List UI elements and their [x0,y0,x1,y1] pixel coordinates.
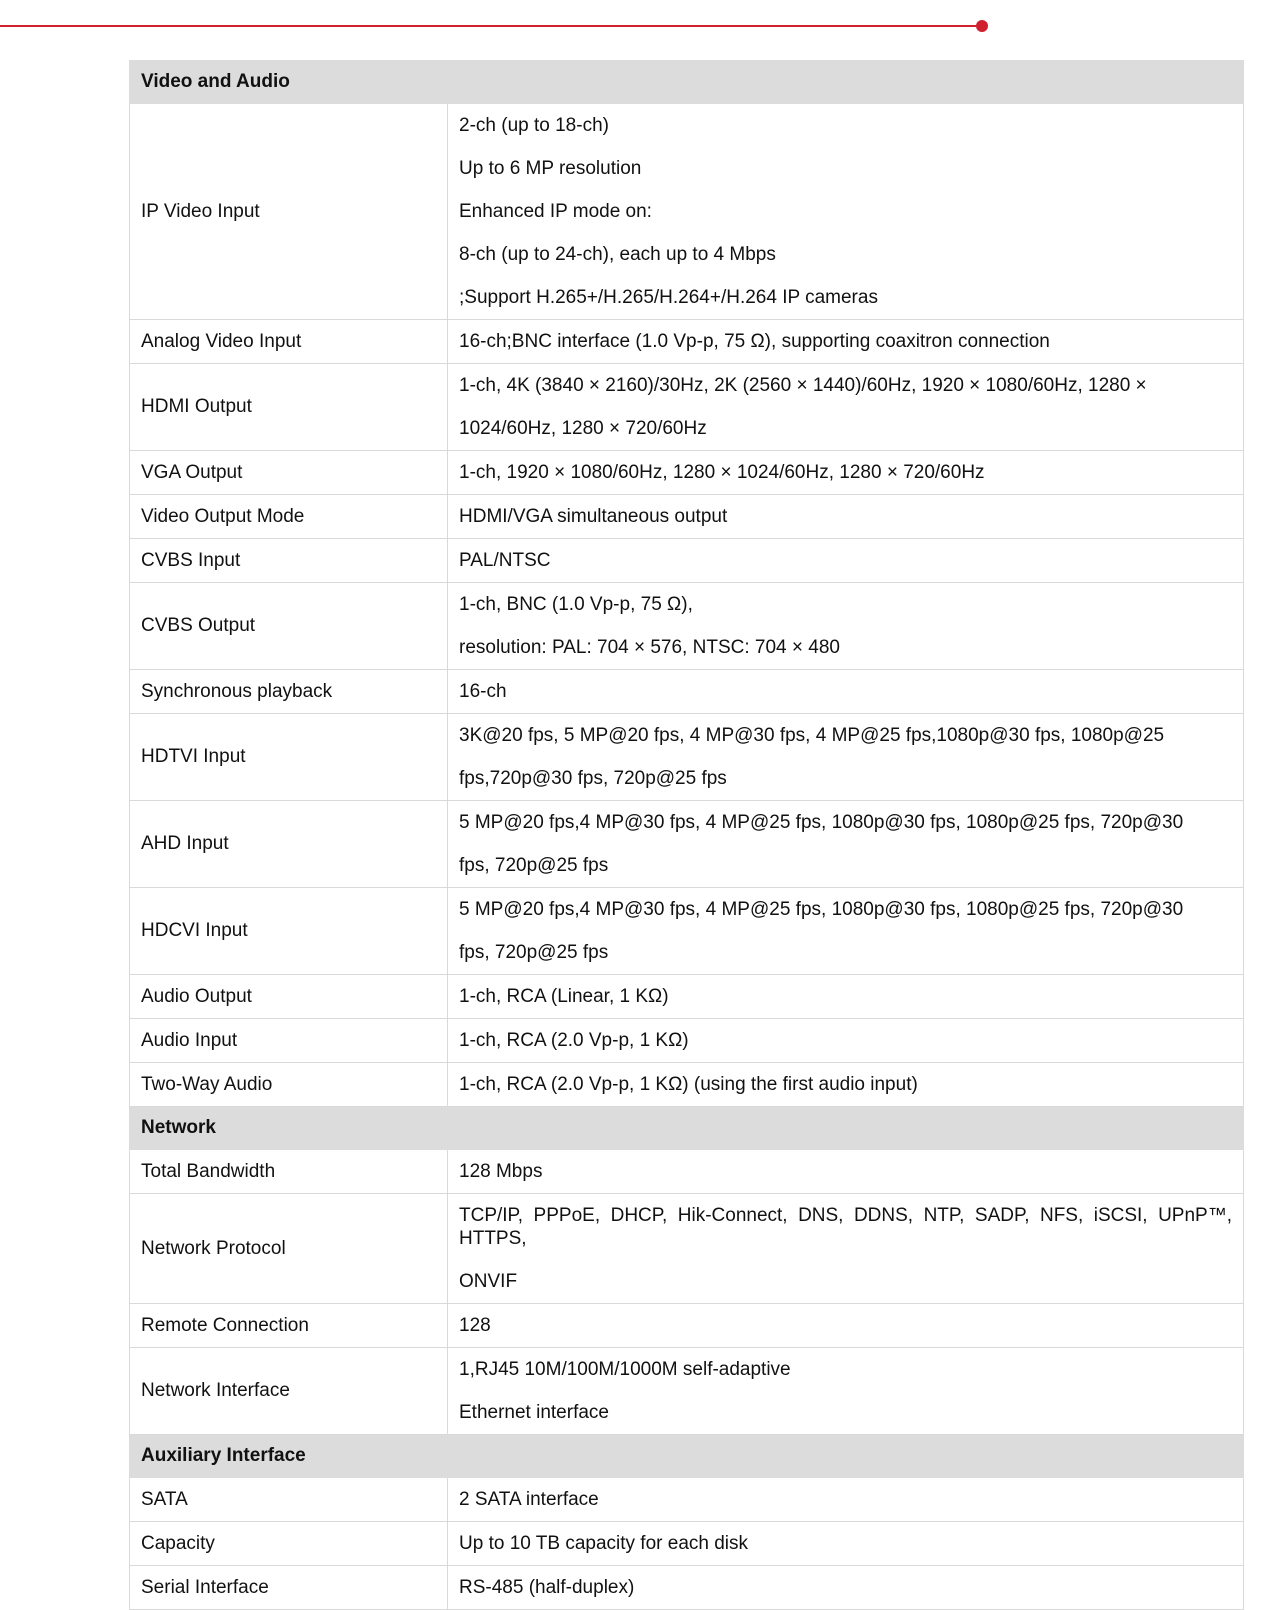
spec-label: Audio Input [130,1019,448,1063]
spec-label: Remote Connection [130,1304,448,1348]
spec-row [130,495,1244,539]
spec-row [130,1566,1244,1610]
spec-label: Audio Output [130,975,448,1019]
spec-value [448,1566,1244,1610]
spec-label: Serial Interface [130,1566,448,1610]
spec-label: HDCVI Input [130,888,448,975]
spec-value [448,104,1244,320]
spec-value-line: Ethernet interface [459,1402,609,1423]
spec-value-line: RS-485 (half-duplex) [459,1577,635,1598]
spec-label: Two-Way Audio [130,1063,448,1107]
spec-value-line: 1-ch, RCA (2.0 Vp-p, 1 KΩ) [459,1030,689,1051]
spec-row [130,320,1244,364]
section-header [130,1107,1244,1150]
spec-label: HDTVI Input [130,714,448,801]
section-header [130,61,1244,104]
spec-value [448,364,1244,451]
spec-label: AHD Input [130,801,448,888]
spec-value-line: 1,RJ45 10M/100M/1000M self-adaptive [459,1359,791,1380]
spec-value-line: fps,720p@30 fps, 720p@25 fps [459,768,727,789]
spec-value-line: resolution: PAL: 704 × 576, NTSC: 704 × 480 [459,637,840,658]
spec-value [448,320,1244,364]
spec-value [448,714,1244,801]
spec-label: IP Video Input [130,104,448,320]
spec-value-line: 128 [459,1315,491,1336]
spec-row [130,1478,1244,1522]
section-title: Video and Audio [130,61,1244,104]
spec-value-line: 5 MP@20 fps,4 MP@30 fps, 4 MP@25 fps, 1080p@30 fps, 1080p@25 fps, 720p@30 [459,812,1184,833]
spec-row [130,364,1244,451]
spec-value-line: TCP/IP, PPPoE, DHCP, Hik-Connect, DNS, DDNS, NTP, SADP, NFS, iSCSI, UPnP™, HTTPS, [459,1205,1232,1249]
spec-row [130,801,1244,888]
spec-value-line: 8-ch (up to 24-ch), each up to 4 Mbps [459,244,776,265]
spec-value [448,539,1244,583]
spec-label: HDMI Output [130,364,448,451]
spec-label: Total Bandwidth [130,1150,448,1194]
spec-row [130,451,1244,495]
spec-value-line: 5 MP@20 fps,4 MP@30 fps, 4 MP@25 fps, 1080p@30 fps, 1080p@25 fps, 720p@30 [459,899,1184,920]
spec-value [448,1194,1244,1304]
spec-value-line: 1-ch, 1920 × 1080/60Hz, 1280 × 1024/60Hz, 1280 × 720/60Hz [459,462,985,483]
spec-row [130,975,1244,1019]
spec-value-line: Up to 6 MP resolution [459,158,642,179]
spec-value-line: PAL/NTSC [459,550,551,571]
spec-table [129,60,1244,1610]
spec-value-line: fps, 720p@25 fps [459,855,609,876]
spec-value-line: 1-ch, RCA (2.0 Vp-p, 1 KΩ) (using the first audio input) [459,1074,918,1095]
spec-row [130,1194,1244,1304]
spec-value-line: HDMI/VGA simultaneous output [459,506,728,527]
spec-value-line: 1-ch, 4K (3840 × 2160)/30Hz, 2K (2560 × 1440)/60Hz, 1920 × 1080/60Hz, 1280 × [459,375,1147,396]
spec-value [448,1478,1244,1522]
spec-label: CVBS Input [130,539,448,583]
spec-row [130,714,1244,801]
spec-row [130,583,1244,670]
spec-value [448,1348,1244,1435]
spec-row [130,888,1244,975]
spec-value-line: ;Support H.265+/H.265/H.264+/H.264 IP cameras [459,287,878,308]
spec-value-line: ONVIF [459,1271,518,1292]
spec-value [448,801,1244,888]
spec-row [130,670,1244,714]
spec-value-line: 1024/60Hz, 1280 × 720/60Hz [459,418,707,439]
spec-value-line: 16-ch [459,681,507,702]
spec-value [448,1304,1244,1348]
header-dot [976,20,988,32]
spec-label: Video Output Mode [130,495,448,539]
spec-value [448,1063,1244,1107]
spec-value-line: 3K@20 fps, 5 MP@20 fps, 4 MP@30 fps, 4 MP@25 fps,1080p@30 fps, 1080p@25 [459,725,1165,746]
spec-value [448,451,1244,495]
spec-value-line: 1-ch, BNC (1.0 Vp-p, 75 Ω), [459,594,693,615]
header-rule [0,25,976,27]
spec-label: CVBS Output [130,583,448,670]
section-header [130,1435,1244,1478]
spec-label: Network Protocol [130,1194,448,1304]
spec-label: Network Interface [130,1348,448,1435]
section-title: Auxiliary Interface [130,1435,1244,1478]
spec-value [448,888,1244,975]
spec-row [130,1522,1244,1566]
spec-row [130,1063,1244,1107]
spec-value-line: 16-ch;BNC interface (1.0 Vp-p, 75 Ω), supporting coaxitron connection [459,331,1050,352]
spec-value-line: 2 SATA interface [459,1489,599,1510]
section-title: Network [130,1107,1244,1150]
spec-value-line: 128 Mbps [459,1161,543,1182]
spec-value-line: 2-ch (up to 18-ch) [459,115,609,136]
spec-row [130,539,1244,583]
spec-label: SATA [130,1478,448,1522]
spec-value [448,1019,1244,1063]
spec-row [130,1150,1244,1194]
spec-value-line: 1-ch, RCA (Linear, 1 KΩ) [459,986,669,1007]
spec-value [448,583,1244,670]
spec-label: Capacity [130,1522,448,1566]
spec-label: Synchronous playback [130,670,448,714]
spec-value-line: Enhanced IP mode on: [459,201,652,222]
spec-value-line: Up to 10 TB capacity for each disk [459,1533,749,1554]
spec-row [130,1348,1244,1435]
spec-value [448,495,1244,539]
spec-value [448,670,1244,714]
spec-row [130,104,1244,320]
spec-row [130,1019,1244,1063]
spec-value [448,975,1244,1019]
spec-value [448,1150,1244,1194]
spec-value [448,1522,1244,1566]
spec-label: VGA Output [130,451,448,495]
spec-label: Analog Video Input [130,320,448,364]
spec-value-line: fps, 720p@25 fps [459,942,609,963]
spec-row [130,1304,1244,1348]
